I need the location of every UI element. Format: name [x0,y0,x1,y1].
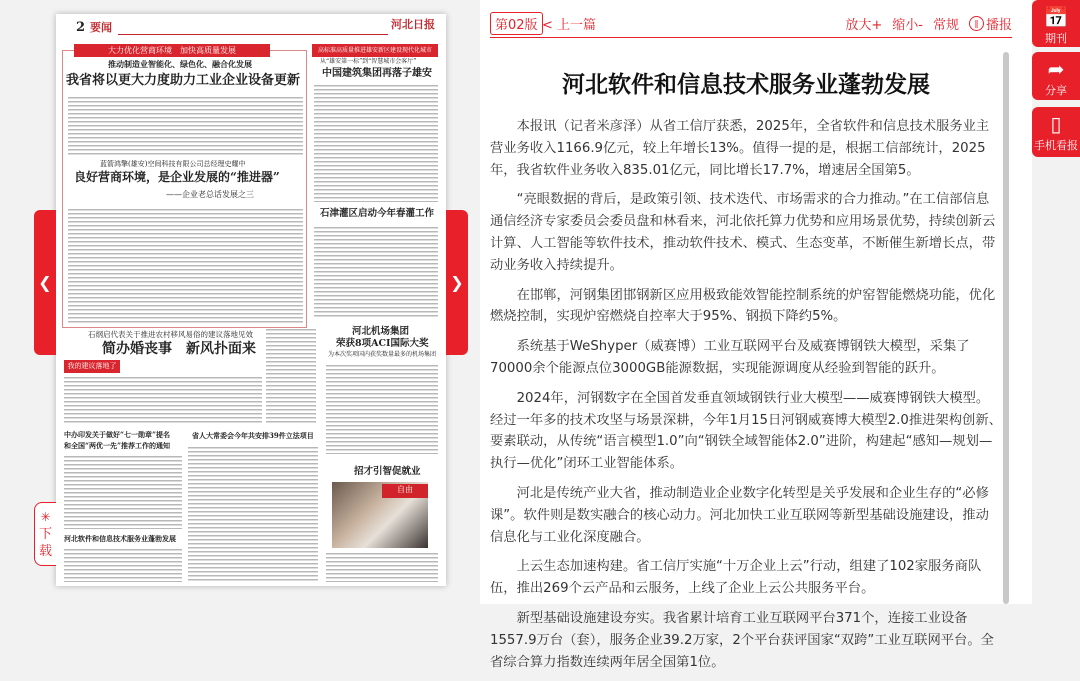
sidebar-item-share[interactable] [1032,52,1080,100]
headline: 和全国“两优一先”推荐工作的通知 [64,441,171,450]
normal-size-button[interactable]: 常规 [932,18,959,33]
paragraph: 河北是传统产业大省，推动制造业企业数字化转型是关乎发展和企业生存的“必修课”。软件则是数实融合的核心动力。河北加快工业互联网等新型基础设施建设，推动信息化与工业化深度融合。 [490,485,989,545]
download-label: 载 [38,543,52,559]
scrollbar[interactable] [1003,52,1009,604]
paragraph: 本报讯（记者米彦泽）从省工信厅获悉，2025年，全省软件和信息技术服务业主营业务收入1166.9亿元，较上年增长13%。值得一提的是，根据工信部统计，2025年，我省软件业务收入835.01亿元，同比增长17.7%，增速居全国第5。 [490,119,990,178]
text-block [188,446,318,582]
subheadline: 为本次奖项国内获奖数量最多的机场集团 [328,351,437,358]
previous-page-button[interactable] [34,210,56,355]
text-block [326,552,438,582]
chevron-left-icon: ❮ [38,273,52,292]
article-panel [480,0,1032,670]
headline: 河北软件和信息技术服务业蓬勃发展 [64,534,176,543]
paragraph: 上云生态加速构建。省工信厅实施“十万企业上云”行动，组建了102家服务商队伍，推出269个云产品和云服务，上线了企业上云公共服务平台。 [490,559,982,597]
text-block [64,548,182,582]
calendar-icon: 📅 [1043,5,1069,29]
paragraph: 2024年，河钢数字在全国首发垂直领域钢铁行业大模型——威赛博钢铁大模型。经过一年多的技术攻坚与场景深耕，今年1月15日河钢威赛博大模型2.0推进架构创新、要素联动，从传统“语言模型1.0”向“钢铁全域智能体2.0”进阶，构建起“感知—规划—执行—优化”闭环工业智能体系。 [490,390,1002,472]
paragraph: 在邯郸，河钢集团邯钢新区应用极致能效智能控制系统的炉窑智能燃烧功能，优化燃烧控制，实现炉窑燃烧自控率大于95%、钢损下降约5%。 [490,287,996,325]
sidebar-label: 期刊 [1045,32,1067,45]
headline: 简办婚丧事 新风扑面来 [102,341,256,357]
photo-banner: 自由 [382,484,428,498]
sidebar-item-periodical[interactable] [1032,0,1080,47]
text-block [314,84,438,202]
paragraph: “亮眼数据的背后，是政策引领、技术迭代、市场需求的合力推动。”在工信部信息通信经济专家委员会委员盘和林看来，河北依托算力优势和应用场景优势，持续创新云计算、人工智能等软件技术，推动软件技术、模式、生态变革，不断催生新增长点，带动业务收入持续提升。 [490,192,996,273]
kicker: 从“雄安第一标”到“智慧城市会客厅” [320,58,417,65]
mobile-icon: ▯ [1050,112,1062,136]
sidebar-label: 手机看报 [1034,139,1078,152]
edition-badge[interactable]: 第02版 [490,12,543,35]
article-toolbar [490,12,1012,38]
headline: 河北机场集团 [352,326,410,337]
sidebar-item-mobile[interactable] [1032,107,1080,157]
text-block [68,96,303,156]
next-page-button[interactable] [446,210,468,355]
headline: 我省将以更大力度助力工业企业设备更新 [66,73,301,88]
share-icon: ➦ [1047,57,1065,81]
tag: 我的建议落地了 [64,360,120,373]
paragraph: 系统基于WeShyper（威赛博）工业互联网平台及威赛博钢铁大模型，采集了70000余个能源点位3000GB能源数据，实现能源调度从经验到智能的跃升。 [490,339,970,376]
text-block [68,208,303,324]
text-block [64,455,182,529]
text-block [266,328,316,424]
headline: 中国建筑集团再落子雄安 [322,68,432,79]
broadcast-label: 播报 [985,18,1012,33]
previous-article-link[interactable]: < 上一篇 [542,18,597,33]
divider [118,34,388,35]
zoom-out-button[interactable]: 缩小- [892,18,923,33]
broadcast-button[interactable] [969,14,1012,33]
subheadline: ——企业老总话发展之三 [166,190,254,199]
chevron-right-icon: ❯ [450,273,464,292]
headline: 石津灌区启动今年春灌工作 [320,208,435,219]
headline: 荣获8项ACI国际大奖 [336,338,429,349]
article-title: 河北软件和信息技术服务业蓬勃发展 [562,72,930,98]
masthead-logo: 河北日报 [391,18,435,31]
sidebar-label: 分享 [1045,84,1067,97]
article-body [490,116,1002,681]
text-block [64,376,262,424]
section-name: 要闻 [90,21,112,34]
subheadline: 推动制造业智能化、绿色化、融合化发展 [108,59,252,69]
text-block [326,364,438,454]
zoom-in-button[interactable]: 放大+ [845,18,883,33]
headline: 中办印发关于做好“七一勋章”提名 [64,430,171,439]
banner: 高标准高质量推进雄安新区建设现代化城市 [312,44,438,57]
banner: 大力优化营商环境 加快高质量发展 [74,44,270,57]
download-label: 下 [38,526,52,542]
page-number: 2 [76,20,86,35]
paragraph: 新型基础设施建设夯实。我省累计培育工业互联网平台371个，连接工业设备1557.9万台（套），服务企业39.2万家，2个平台获评国家“双跨”工业互联网平台。全省综合算力指数连续两年居全国第1位。 [490,610,994,670]
download-icon: ✳ [40,509,51,524]
text-block [314,226,438,318]
kicker: 石纲启代表关于推进农村移风易俗的建议落地见效 [88,330,253,339]
news-photo [332,482,428,548]
audio-icon: ‖ [969,16,984,31]
headline: 良好营商环境，是企业发展的“推进器” [74,170,280,184]
download-button[interactable] [34,502,56,566]
kicker: 蓝箭鸿擎(雄安)空间科技有限公司总经理史耀中 [100,160,246,168]
newspaper-page-image[interactable] [56,14,446,586]
headline: 招才引智促就业 [354,466,421,477]
headline: 省人大常委会今年共安排39件立法项目 [192,431,314,440]
